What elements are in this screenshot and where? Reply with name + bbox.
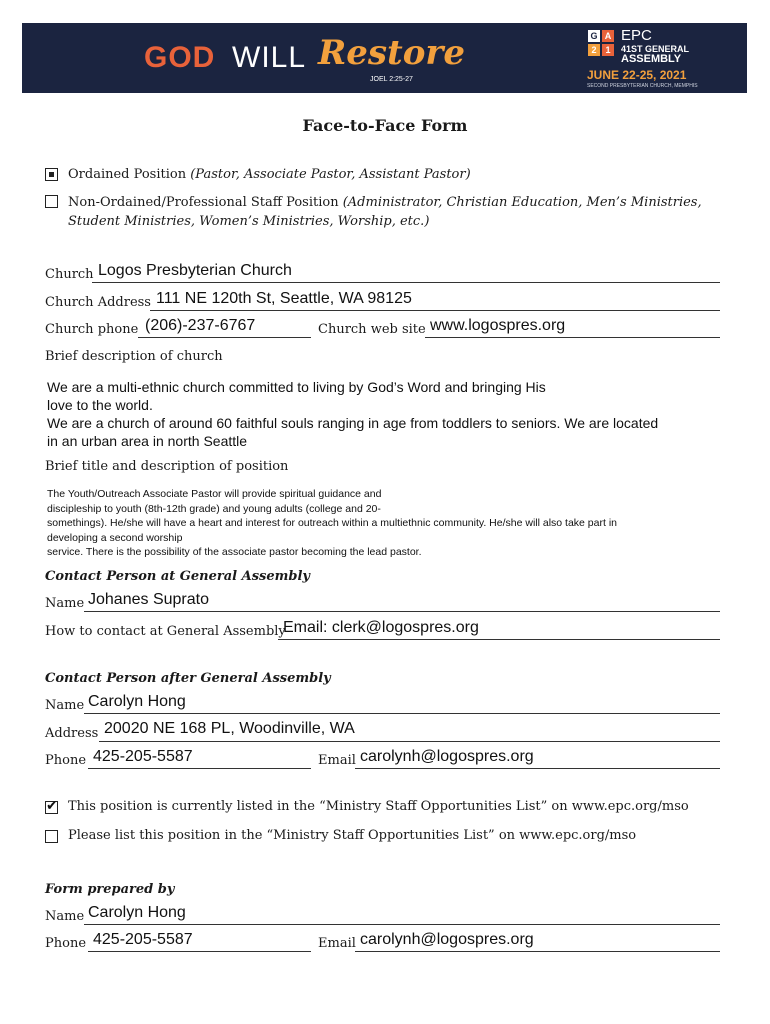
ga-how-label: How to contact at General Assembly [45,624,286,639]
after-name-field[interactable]: Carolyn Hong [88,693,186,710]
non-ordained-detail: (Administrator, Christian Education, Men’s Ministries, [342,195,702,210]
banner-epc: EPC [621,27,652,44]
after-name-label: Name [45,698,85,713]
church-web-line [425,337,720,338]
banner-venue: SECOND PRESBYTERIAN CHURCH, MEMPHIS [587,83,698,89]
after-address-label: Address [45,726,99,741]
position-description-line: somethings). He/she will have a heart and interest for outreach within a multiethnic community. He/she will also take part in [47,517,617,529]
church-web-field[interactable]: www.logospres.org [430,317,566,334]
church-description-line: We are a multi-ethnic church committed to living by God’s Word and bringing His [47,379,546,395]
ga-how-line [278,639,720,640]
prepared-email-field[interactable]: carolynh@logospres.org [360,931,534,948]
contact-after-ga-heading: Contact Person after General Assembly [45,671,331,686]
prepared-email-label: Email [318,936,356,951]
position-description-label: Brief title and description of position [45,459,289,474]
please-list-label: Please list this position in the “Ministry Staff Opportunities List” on www.epc.org/mso [68,828,637,843]
non-ordained-checkbox[interactable] [45,195,58,208]
church-web-label: Church web site [318,322,426,337]
after-phone-line [88,768,311,769]
ga-name-field[interactable]: Johanes Suprato [88,591,209,608]
ga-name-label: Name [45,596,85,611]
prepared-name-field[interactable]: Carolyn Hong [88,904,186,921]
listed-checkbox[interactable] [45,798,58,814]
banner-restore-text: Restore [318,33,465,73]
ordained-detail: (Pastor, Associate Pastor, Assistant Pastor) [190,167,471,182]
non-ordained-label: Non-Ordained/Professional Staff Position [68,195,339,210]
ordained-option [68,165,471,184]
ga-logo-icon: G A 2 1 [587,27,617,65]
after-phone-label: Phone [45,753,87,768]
banner-ga-line: 41ST GENERAL [621,44,690,54]
church-address-line [150,310,720,311]
prepared-phone-field[interactable]: 425-205-5587 [93,931,193,948]
after-address-field[interactable]: 20020 NE 168 PL, Woodinville, WA [104,720,355,737]
prepared-name-label: Name [45,909,85,924]
church-description-line: love to the world. [47,397,153,413]
church-description-label: Brief description of church [45,349,223,364]
position-description-field[interactable] [47,487,747,560]
banner-assembly: ASSEMBLY [621,53,682,65]
church-phone-line [138,337,311,338]
church-phone-label: Church phone [45,322,139,337]
checked-dot-icon [49,172,54,177]
prepared-by-heading: Form prepared by [45,882,175,897]
after-phone-field[interactable]: 425-205-5587 [93,748,193,765]
banner-verse: JOEL 2:25-27 [370,76,413,83]
checkmark-icon: ✔ [46,798,58,814]
church-name-field[interactable]: Logos Presbyterian Church [98,262,292,279]
listed-label: This position is currently listed in the “Ministry Staff Opportunities List” on www.epc.org/mso [68,799,689,814]
after-email-line [355,768,720,769]
please-list-checkbox[interactable] [45,830,58,843]
church-address-field[interactable]: 111 NE 120th St, Seattle, WA 98125 [156,290,412,307]
banner-god-text: GOD [144,41,216,74]
position-description-line: developing a second worship [47,531,183,544]
after-address-line [99,741,720,742]
non-ordained-option [68,193,708,231]
ordained-label: Ordained Position [68,167,187,182]
after-email-field[interactable]: carolynh@logospres.org [360,748,534,765]
banner-will-text: WILL [232,41,307,74]
contact-at-ga-heading: Contact Person at General Assembly [45,569,310,584]
banner-dates: JUNE 22-25, 2021 [587,68,687,82]
prepared-email-line [355,951,720,952]
after-name-line [84,713,720,714]
church-label: Church [45,267,94,282]
ordained-checkbox[interactable] [45,168,58,181]
position-description-line: discipleship to youth (8th-12th grade) and young adults (college and 20- [47,502,381,515]
non-ordained-detail-2: Student Ministries, Women’s Ministries, Worship, etc.) [68,214,430,229]
church-description-line: in an urban area in north Seattle [47,433,248,449]
prepared-phone-line [88,951,311,952]
after-email-label: Email [318,753,356,768]
position-description-line: service. There is the possibility of the associate pastor becoming the lead pastor. [47,546,422,558]
prepared-name-line [84,924,720,925]
form-title: Face-to-Face Form [302,116,468,135]
church-address-label: Church Address [45,295,151,310]
church-line [92,282,720,283]
event-banner [22,23,747,93]
church-phone-field[interactable]: (206)-237-6767 [145,317,256,334]
ga-name-line [84,611,720,612]
prepared-phone-label: Phone [45,936,87,951]
ga-how-field[interactable]: Email: clerk@logospres.org [283,619,479,636]
church-description-field[interactable] [47,378,747,450]
church-description-line: We are a church of around 60 faithful souls ranging in age from toddlers to seniors. We are located [47,415,659,431]
position-description-line: The Youth/Outreach Associate Pastor will provide spiritual guidance and [47,488,382,500]
